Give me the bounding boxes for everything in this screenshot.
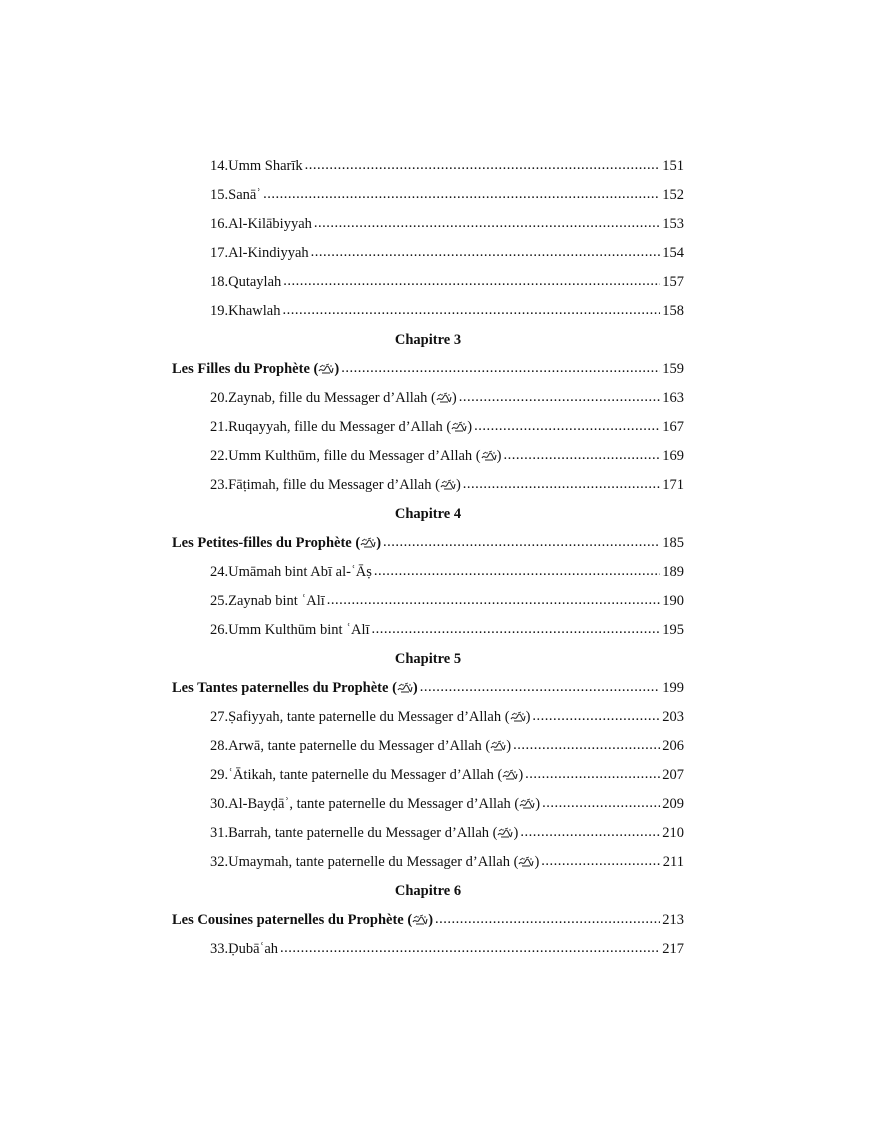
table-of-contents	[172, 152, 684, 964]
entry-title-text: Al-Bayḍāʾ, tante paternelle du Messager d’Allah (	[228, 796, 520, 812]
page-number: 217	[662, 941, 684, 957]
salawat-calligraphy-icon	[510, 709, 526, 725]
page-number: 154	[662, 245, 684, 261]
dot-leader	[435, 905, 660, 934]
entry-number: 21.	[210, 419, 229, 435]
page-number: 195	[662, 622, 684, 638]
toc-entry[interactable]	[172, 935, 684, 964]
entry-title-text: Qutaylah	[228, 274, 282, 290]
entry-title	[228, 616, 369, 645]
page-number: 207	[662, 767, 684, 783]
salawat-calligraphy-icon	[518, 854, 534, 870]
entry-title-close: )	[467, 419, 473, 435]
dot-leader	[463, 470, 660, 499]
entry-title-text: Al-Kindiyyah	[228, 245, 309, 261]
dot-leader	[459, 383, 661, 412]
entry-title-text: ʿĀtikah, tante paternelle du Messager d’Allah (	[228, 767, 503, 783]
toc-entry[interactable]	[172, 616, 684, 645]
dot-leader	[532, 702, 660, 731]
dot-leader	[520, 818, 660, 847]
entry-number: 22.	[210, 448, 229, 464]
page-number: 171	[662, 477, 684, 493]
entry-title	[228, 703, 530, 732]
toc-entry[interactable]	[172, 703, 684, 732]
entry-title-close: )	[496, 448, 502, 464]
entry-title	[228, 268, 281, 297]
toc-entry[interactable]	[172, 210, 684, 239]
entry-title	[228, 442, 501, 471]
toc-entry[interactable]	[172, 239, 684, 268]
dot-leader	[513, 731, 660, 760]
page-number: 158	[662, 303, 684, 319]
toc-entry[interactable]	[172, 558, 684, 587]
entry-title	[228, 935, 278, 964]
salawat-calligraphy-icon	[360, 535, 376, 551]
page-number: 151	[662, 158, 684, 174]
entry-title-text: Umm Kulthūm, fille du Messager d’Allah (	[228, 448, 481, 464]
toc-entry[interactable]	[172, 442, 684, 471]
toc-section[interactable]	[172, 355, 684, 384]
toc-entry[interactable]	[172, 413, 684, 442]
entry-number: 26.	[210, 622, 229, 638]
page-number: 169	[662, 448, 684, 464]
entry-title	[228, 210, 312, 239]
entry-number: 23.	[210, 477, 229, 493]
page-number: 190	[662, 593, 684, 609]
entry-title	[228, 819, 518, 848]
dot-leader	[541, 847, 661, 876]
page-number: 167	[662, 419, 684, 435]
entry-title-text: Zaynab bint ʿAlī	[228, 593, 325, 609]
page-number: 210	[662, 825, 684, 841]
entry-number: 33.	[210, 941, 229, 957]
entry-title-close: )	[513, 825, 519, 841]
entry-title-text: Khawlah	[228, 303, 281, 319]
entry-title-text: Umm Kulthūm bint ʿAlī	[228, 622, 370, 638]
toc-entry[interactable]	[172, 181, 684, 210]
toc-entry[interactable]	[172, 790, 684, 819]
section-title-close: )	[334, 361, 340, 377]
dot-leader	[314, 209, 660, 238]
entry-title-text: Ḍubāʿah	[228, 941, 279, 957]
chapter-heading: Chapitre 6	[394, 883, 462, 899]
entry-title-close: )	[455, 477, 461, 493]
salawat-calligraphy-icon	[497, 825, 513, 841]
dot-leader	[341, 354, 660, 383]
page-number: 203	[662, 709, 684, 725]
entry-title-close: )	[534, 854, 540, 870]
page-number: 152	[662, 187, 684, 203]
page-number: 206	[662, 738, 684, 754]
entry-title-text: Barrah, tante paternelle du Messager d’Allah (	[228, 825, 498, 841]
entry-number: 16.	[210, 216, 229, 232]
entry-title	[228, 471, 461, 500]
entry-title	[228, 152, 303, 181]
salawat-calligraphy-icon	[440, 477, 456, 493]
dot-leader	[374, 557, 660, 586]
toc-entry[interactable]	[172, 152, 684, 181]
entry-number: 20.	[210, 390, 229, 406]
toc-entry[interactable]	[172, 384, 684, 413]
salawat-calligraphy-icon	[481, 448, 497, 464]
entry-title	[228, 239, 309, 268]
toc-entry[interactable]	[172, 471, 684, 500]
entry-number: 19.	[210, 303, 229, 319]
entry-title-text: Sanāʾ	[228, 187, 262, 203]
salawat-calligraphy-icon	[412, 912, 428, 928]
dot-leader	[474, 412, 660, 441]
page-number: 163	[662, 390, 684, 406]
dot-leader	[542, 789, 660, 818]
toc-entry[interactable]	[172, 268, 684, 297]
entry-number: 18.	[210, 274, 229, 290]
section-title-close: )	[412, 680, 418, 696]
entry-title-close: )	[518, 767, 524, 783]
page-number: 213	[662, 912, 684, 928]
toc-entry[interactable]	[172, 761, 684, 790]
salawat-calligraphy-icon	[502, 767, 518, 783]
entry-number: 25.	[210, 593, 229, 609]
chapter-heading: Chapitre 4	[394, 506, 462, 522]
toc-entry[interactable]	[172, 819, 684, 848]
salawat-calligraphy-icon	[318, 361, 334, 377]
section-title-text: Les Filles du Prophète (	[172, 361, 319, 377]
entry-title-text: Fāṭimah, fille du Messager d’Allah (	[228, 477, 440, 493]
dot-leader	[372, 615, 661, 644]
entry-number: 15.	[210, 187, 229, 203]
section-title-text: Les Tantes paternelles du Prophète (	[172, 680, 397, 696]
entry-title-text: Zaynab, fille du Messager d’Allah (	[228, 390, 436, 406]
dot-leader	[280, 934, 660, 963]
entry-title-close: )	[506, 738, 512, 754]
dot-leader	[283, 267, 660, 296]
entry-title	[228, 297, 280, 326]
salawat-calligraphy-icon	[519, 796, 535, 812]
page-number: 189	[662, 564, 684, 580]
dot-leader	[503, 441, 660, 470]
page-number: 153	[662, 216, 684, 232]
entry-number: 30.	[210, 796, 229, 812]
dot-leader	[525, 760, 660, 789]
entry-title	[228, 732, 511, 761]
entry-title-close: )	[535, 796, 541, 812]
entry-title	[228, 181, 261, 210]
entry-number: 24.	[210, 564, 229, 580]
page-number: 157	[662, 274, 684, 290]
dot-leader	[282, 296, 660, 325]
entry-number: 32.	[210, 854, 229, 870]
toc-entry[interactable]	[172, 732, 684, 761]
entry-number: 29.	[210, 767, 229, 783]
dot-leader	[311, 238, 661, 267]
section-title-text: Les Petites-filles du Prophète (	[172, 535, 361, 551]
dot-leader	[263, 180, 660, 209]
entry-number: 28.	[210, 738, 229, 754]
section-title	[172, 529, 381, 558]
page-number: 211	[662, 854, 684, 870]
page-number: 199	[662, 680, 684, 696]
salawat-calligraphy-icon	[451, 419, 467, 435]
dot-leader	[420, 673, 661, 702]
toc-section[interactable]	[172, 529, 684, 558]
entry-title	[228, 558, 372, 587]
section-title	[172, 674, 418, 703]
entry-title	[228, 848, 539, 877]
entry-number: 14.	[210, 158, 229, 174]
entry-title-close: )	[525, 709, 531, 725]
toc-section[interactable]	[172, 674, 684, 703]
entry-title-text: Umāmah bint Abī al-ʿĀṣ	[228, 564, 372, 580]
entry-title-text: Al-Kilābiyyah	[228, 216, 312, 232]
entry-title-text: Ruqayyah, fille du Messager d’Allah (	[228, 419, 452, 435]
entry-title	[228, 384, 457, 413]
toc-entry[interactable]	[172, 848, 684, 877]
section-title	[172, 355, 339, 384]
entry-title	[228, 761, 523, 790]
toc-entry[interactable]	[172, 587, 684, 616]
toc-entry[interactable]	[172, 297, 684, 326]
entry-title	[228, 790, 540, 819]
entry-title-text: Arwā, tante paternelle du Messager d’Allah (	[228, 738, 491, 754]
entry-title-text: Ṣafiyyah, tante paternelle du Messager d’Allah (	[228, 709, 510, 725]
entry-number: 31.	[210, 825, 229, 841]
entry-title-text: Umm Sharīk	[228, 158, 303, 174]
entry-number: 17.	[210, 245, 229, 261]
section-title-close: )	[376, 535, 382, 551]
dot-leader	[383, 528, 660, 557]
salawat-calligraphy-icon	[490, 738, 506, 754]
section-title-text: Les Cousines paternelles du Prophète (	[172, 912, 413, 928]
dot-leader	[327, 586, 660, 615]
page-number: 185	[662, 535, 684, 551]
chapter-heading: Chapitre 5	[394, 651, 462, 667]
entry-title	[228, 587, 325, 616]
entry-title-close: )	[451, 390, 457, 406]
chapter-heading: Chapitre 3	[394, 332, 462, 348]
section-title	[172, 906, 433, 935]
page-number: 209	[662, 796, 684, 812]
section-title-close: )	[428, 912, 434, 928]
page-number: 159	[662, 361, 684, 377]
entry-title-text: Umaymah, tante paternelle du Messager d’Allah (	[228, 854, 519, 870]
entry-title	[228, 413, 472, 442]
toc-section[interactable]	[172, 906, 684, 935]
salawat-calligraphy-icon	[436, 390, 452, 406]
salawat-calligraphy-icon	[397, 680, 413, 696]
entry-number: 27.	[210, 709, 229, 725]
dot-leader	[305, 151, 661, 180]
